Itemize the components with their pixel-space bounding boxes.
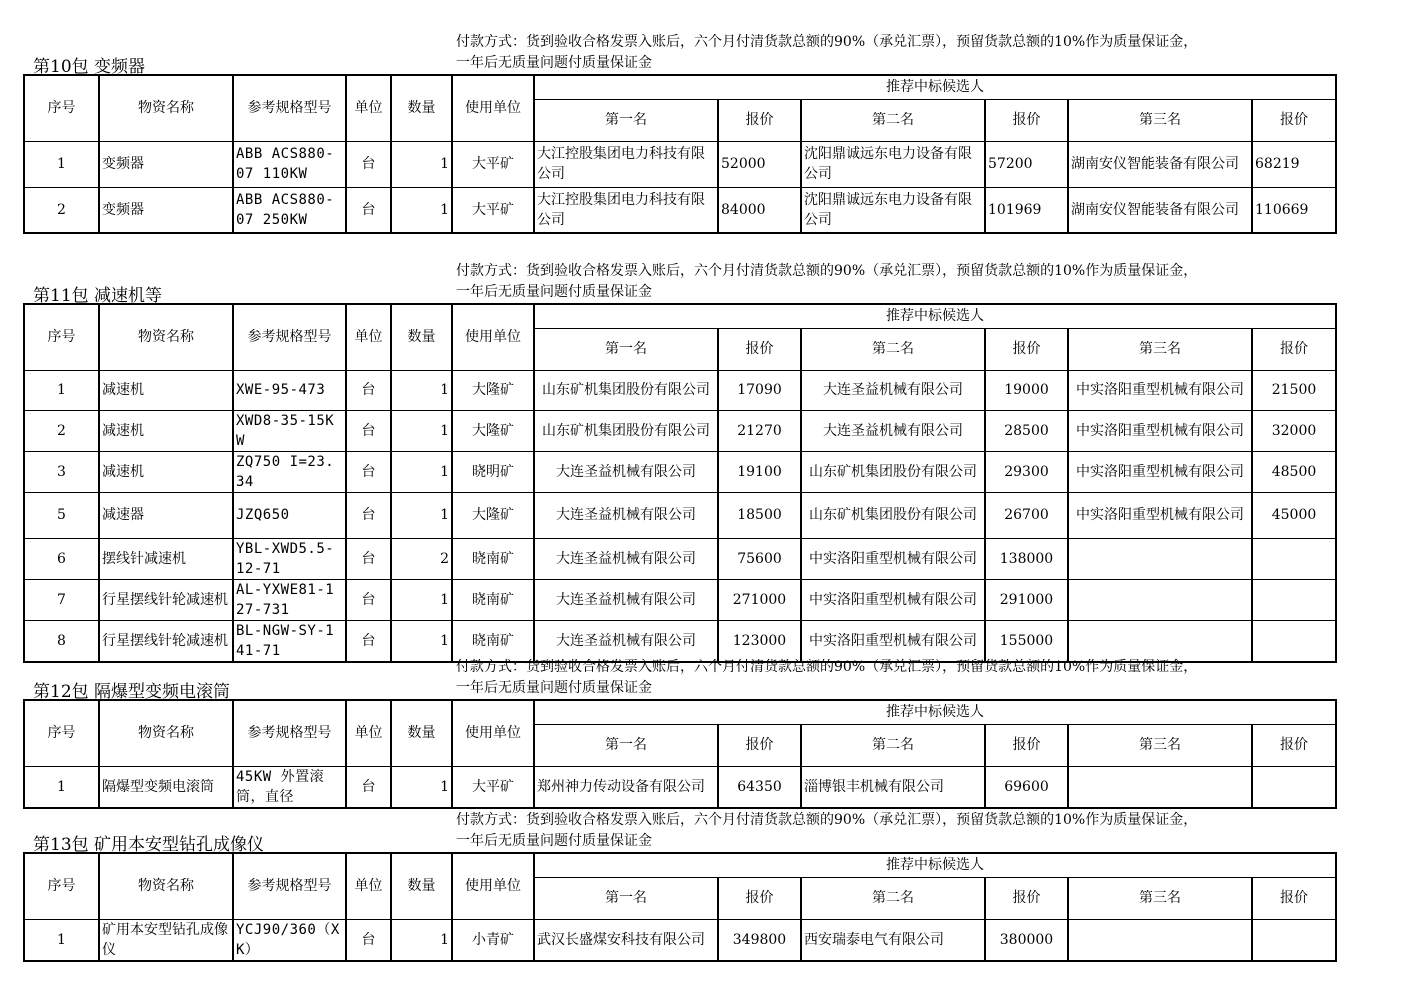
header-price-3: 报价 xyxy=(1252,99,1336,141)
cell-qty: 1 xyxy=(391,187,452,233)
cell-third: 中实洛阳重型机械有限公司 xyxy=(1068,492,1252,538)
header-spec: 参考规格型号 xyxy=(233,75,346,141)
header-third: 第三名 xyxy=(1068,724,1252,766)
cell-spec: YBL-XWD5.5-12-71 xyxy=(233,538,346,579)
cell-seq: 3 xyxy=(24,451,99,492)
cell-first: 大江控股集团电力科技有限公司 xyxy=(534,141,718,187)
cell-price-3 xyxy=(1252,579,1336,620)
cell-seq: 8 xyxy=(24,620,99,662)
cell-price-3 xyxy=(1252,620,1336,662)
cell-price-2: 138000 xyxy=(985,538,1068,579)
header-name: 物资名称 xyxy=(99,700,233,766)
cell-name: 减速机 xyxy=(99,410,233,451)
cell-second: 大连圣益机械有限公司 xyxy=(801,410,985,451)
header-user: 使用单位 xyxy=(452,853,534,919)
table-row xyxy=(24,410,1336,451)
cell-first: 大连圣益机械有限公司 xyxy=(534,492,718,538)
cell-third xyxy=(1068,579,1252,620)
cell-first: 大连圣益机械有限公司 xyxy=(534,620,718,662)
bid-table xyxy=(23,74,1337,234)
cell-second: 大连圣益机械有限公司 xyxy=(801,370,985,410)
cell-qty: 1 xyxy=(391,766,452,808)
table-row xyxy=(24,538,1336,579)
header-name: 物资名称 xyxy=(99,853,233,919)
cell-second: 山东矿机集团股份有限公司 xyxy=(801,451,985,492)
cell-second: 淄博银丰机械有限公司 xyxy=(801,766,985,808)
cell-seq: 2 xyxy=(24,187,99,233)
cell-price-1: 17090 xyxy=(718,370,801,410)
header-spec: 参考规格型号 xyxy=(233,304,346,370)
header-recommend: 推荐中标候选人 xyxy=(534,700,1336,724)
cell-spec: XWD8-35-15KW xyxy=(233,410,346,451)
payment-terms xyxy=(456,261,1197,303)
header-user: 使用单位 xyxy=(452,75,534,141)
header-unit: 单位 xyxy=(346,304,391,370)
cell-first: 大江控股集团电力科技有限公司 xyxy=(534,187,718,233)
cell-name: 行星摆线针轮减速机 xyxy=(99,620,233,662)
payment-terms-line2: 一年后无质量问题付质量保证金 xyxy=(456,833,652,849)
cell-unit: 台 xyxy=(346,141,391,187)
payment-terms-line2: 一年后无质量问题付质量保证金 xyxy=(456,284,652,300)
cell-price-2: 28500 xyxy=(985,410,1068,451)
cell-unit: 台 xyxy=(346,620,391,662)
cell-price-2: 19000 xyxy=(985,370,1068,410)
header-qty: 数量 xyxy=(391,304,452,370)
cell-spec: 45KW 外置滚筒，直径 xyxy=(233,766,346,808)
cell-price-3: 32000 xyxy=(1252,410,1336,451)
cell-price-1: 123000 xyxy=(718,620,801,662)
cell-third xyxy=(1068,919,1252,961)
header-price-1: 报价 xyxy=(718,724,801,766)
cell-second: 沈阳鼎诚远东电力设备有限公司 xyxy=(801,187,985,233)
header-price-2: 报价 xyxy=(985,328,1068,370)
cell-spec: ZQ750 I=23.34 xyxy=(233,451,346,492)
header-qty: 数量 xyxy=(391,700,452,766)
cell-first: 山东矿机集团股份有限公司 xyxy=(534,370,718,410)
header-seq: 序号 xyxy=(24,304,99,370)
cell-unit: 台 xyxy=(346,492,391,538)
header-name: 物资名称 xyxy=(99,75,233,141)
header-spec: 参考规格型号 xyxy=(233,853,346,919)
header-second: 第二名 xyxy=(801,877,985,919)
cell-spec: XWE-95-473 xyxy=(233,370,346,410)
header-seq: 序号 xyxy=(24,75,99,141)
cell-unit: 台 xyxy=(346,766,391,808)
cell-price-3: 21500 xyxy=(1252,370,1336,410)
cell-price-2: 57200 xyxy=(985,141,1068,187)
cell-seq: 2 xyxy=(24,410,99,451)
cell-seq: 5 xyxy=(24,492,99,538)
cell-third: 湖南安仪智能装备有限公司 xyxy=(1068,187,1252,233)
cell-first: 大连圣益机械有限公司 xyxy=(534,451,718,492)
header-price-2: 报价 xyxy=(985,877,1068,919)
cell-price-3: 68219 xyxy=(1252,141,1336,187)
table-row xyxy=(24,492,1336,538)
cell-price-1: 52000 xyxy=(718,141,801,187)
cell-price-1: 21270 xyxy=(718,410,801,451)
cell-spec: JZQ650 xyxy=(233,492,346,538)
cell-spec: AL-YXWE81-127-731 xyxy=(233,579,346,620)
payment-terms xyxy=(456,810,1197,852)
table-row xyxy=(24,187,1336,233)
header-row xyxy=(24,75,1336,99)
cell-qty: 1 xyxy=(391,370,452,410)
header-unit: 单位 xyxy=(346,75,391,141)
cell-seq: 6 xyxy=(24,538,99,579)
cell-user: 大平矿 xyxy=(452,766,534,808)
cell-third xyxy=(1068,620,1252,662)
header-unit: 单位 xyxy=(346,700,391,766)
cell-first: 大连圣益机械有限公司 xyxy=(534,579,718,620)
cell-price-3 xyxy=(1252,766,1336,808)
cell-price-3 xyxy=(1252,538,1336,579)
header-row xyxy=(24,853,1336,877)
cell-qty: 1 xyxy=(391,451,452,492)
cell-first: 武汉长盛煤安科技有限公司 xyxy=(534,919,718,961)
header-spec: 参考规格型号 xyxy=(233,700,346,766)
cell-seq: 1 xyxy=(24,141,99,187)
cell-third: 湖南安仪智能装备有限公司 xyxy=(1068,141,1252,187)
cell-spec: BL-NGW-SY-141-71 xyxy=(233,620,346,662)
header-price-2: 报价 xyxy=(985,99,1068,141)
cell-user: 大隆矿 xyxy=(452,370,534,410)
table-row xyxy=(24,620,1336,662)
package-title: 第11包 减速机等 xyxy=(33,286,163,306)
cell-seq: 1 xyxy=(24,919,99,961)
header-first: 第一名 xyxy=(534,99,718,141)
header-price-1: 报价 xyxy=(718,99,801,141)
cell-qty: 2 xyxy=(391,538,452,579)
header-qty: 数量 xyxy=(391,853,452,919)
header-first: 第一名 xyxy=(534,328,718,370)
header-recommend: 推荐中标候选人 xyxy=(534,304,1336,328)
table-row xyxy=(24,451,1336,492)
cell-price-2: 101969 xyxy=(985,187,1068,233)
cell-user: 大平矿 xyxy=(452,141,534,187)
cell-second: 山东矿机集团股份有限公司 xyxy=(801,492,985,538)
cell-price-3: 45000 xyxy=(1252,492,1336,538)
cell-user: 晓南矿 xyxy=(452,579,534,620)
header-first: 第一名 xyxy=(534,724,718,766)
header-price-3: 报价 xyxy=(1252,724,1336,766)
cell-name: 变频器 xyxy=(99,187,233,233)
cell-third: 中实洛阳重型机械有限公司 xyxy=(1068,370,1252,410)
cell-qty: 1 xyxy=(391,141,452,187)
header-price-3: 报价 xyxy=(1252,877,1336,919)
cell-name: 矿用本安型钻孔成像仪 xyxy=(99,919,233,961)
header-price-2: 报价 xyxy=(985,724,1068,766)
cell-third xyxy=(1068,538,1252,579)
cell-second: 沈阳鼎诚远东电力设备有限公司 xyxy=(801,141,985,187)
header-name: 物资名称 xyxy=(99,304,233,370)
payment-terms-line1: 付款方式：货到验收合格发票入账后，六个月付清货款总额的90%（承兑汇票），预留货款总额的10%作为质量保证金， xyxy=(456,812,1198,828)
package-title: 第12包 隔爆型变频电滚筒 xyxy=(33,682,231,702)
table-row xyxy=(24,766,1336,808)
table-row xyxy=(24,579,1336,620)
package-title: 第10包 变频器 xyxy=(33,57,146,77)
cell-seq: 1 xyxy=(24,766,99,808)
cell-qty: 1 xyxy=(391,620,452,662)
cell-name: 减速机 xyxy=(99,451,233,492)
cell-name: 隔爆型变频电滚筒 xyxy=(99,766,233,808)
cell-name: 行星摆线针轮减速机 xyxy=(99,579,233,620)
payment-terms-line1: 付款方式：货到验收合格发票入账后，六个月付清货款总额的90%（承兑汇票），预留货款总额的10%作为质量保证金， xyxy=(456,34,1198,50)
cell-second: 中实洛阳重型机械有限公司 xyxy=(801,538,985,579)
cell-qty: 1 xyxy=(391,410,452,451)
cell-price-1: 19100 xyxy=(718,451,801,492)
cell-price-2: 380000 xyxy=(985,919,1068,961)
header-second: 第二名 xyxy=(801,99,985,141)
payment-terms xyxy=(456,32,1197,74)
cell-price-2: 69600 xyxy=(985,766,1068,808)
payment-terms-line1: 付款方式：货到验收合格发票入账后，六个月付清货款总额的90%（承兑汇票），预留货款总额的10%作为质量保证金， xyxy=(456,659,1198,675)
header-recommend: 推荐中标候选人 xyxy=(534,853,1336,877)
cell-seq: 7 xyxy=(24,579,99,620)
cell-user: 大平矿 xyxy=(452,187,534,233)
cell-first: 大连圣益机械有限公司 xyxy=(534,538,718,579)
cell-unit: 台 xyxy=(346,410,391,451)
cell-price-1: 18500 xyxy=(718,492,801,538)
payment-terms-line2: 一年后无质量问题付质量保证金 xyxy=(456,680,652,696)
header-recommend: 推荐中标候选人 xyxy=(534,75,1336,99)
header-unit: 单位 xyxy=(346,853,391,919)
cell-price-3: 48500 xyxy=(1252,451,1336,492)
cell-user: 大隆矿 xyxy=(452,492,534,538)
cell-unit: 台 xyxy=(346,538,391,579)
header-seq: 序号 xyxy=(24,700,99,766)
header-user: 使用单位 xyxy=(452,700,534,766)
bid-table xyxy=(23,852,1337,962)
cell-third: 中实洛阳重型机械有限公司 xyxy=(1068,410,1252,451)
bid-table xyxy=(23,699,1337,809)
cell-price-3 xyxy=(1252,919,1336,961)
table-row xyxy=(24,141,1336,187)
header-first: 第一名 xyxy=(534,877,718,919)
table-row xyxy=(24,370,1336,410)
cell-name: 变频器 xyxy=(99,141,233,187)
cell-name: 摆线针减速机 xyxy=(99,538,233,579)
cell-price-2: 155000 xyxy=(985,620,1068,662)
header-price-3: 报价 xyxy=(1252,328,1336,370)
header-user: 使用单位 xyxy=(452,304,534,370)
cell-seq: 1 xyxy=(24,370,99,410)
cell-price-3: 110669 xyxy=(1252,187,1336,233)
header-price-1: 报价 xyxy=(718,877,801,919)
cell-spec: ABB ACS880-07 250KW xyxy=(233,187,346,233)
cell-spec: YCJ90/360（XK） xyxy=(233,919,346,961)
header-second: 第二名 xyxy=(801,328,985,370)
header-second: 第二名 xyxy=(801,724,985,766)
cell-price-1: 349800 xyxy=(718,919,801,961)
header-third: 第三名 xyxy=(1068,99,1252,141)
cell-price-2: 291000 xyxy=(985,579,1068,620)
header-qty: 数量 xyxy=(391,75,452,141)
header-row xyxy=(24,700,1336,724)
cell-third xyxy=(1068,766,1252,808)
cell-unit: 台 xyxy=(346,370,391,410)
cell-second: 中实洛阳重型机械有限公司 xyxy=(801,579,985,620)
cell-name: 减速器 xyxy=(99,492,233,538)
header-row xyxy=(24,304,1336,328)
cell-name: 减速机 xyxy=(99,370,233,410)
cell-first: 山东矿机集团股份有限公司 xyxy=(534,410,718,451)
cell-qty: 1 xyxy=(391,579,452,620)
header-third: 第三名 xyxy=(1068,328,1252,370)
payment-terms xyxy=(456,657,1197,699)
cell-third: 中实洛阳重型机械有限公司 xyxy=(1068,451,1252,492)
cell-first: 郑州神力传动设备有限公司 xyxy=(534,766,718,808)
cell-price-1: 75600 xyxy=(718,538,801,579)
bid-table xyxy=(23,303,1337,663)
cell-second: 西安瑞泰电气有限公司 xyxy=(801,919,985,961)
header-seq: 序号 xyxy=(24,853,99,919)
cell-qty: 1 xyxy=(391,919,452,961)
payment-terms-line2: 一年后无质量问题付质量保证金 xyxy=(456,55,652,71)
cell-price-1: 64350 xyxy=(718,766,801,808)
cell-unit: 台 xyxy=(346,187,391,233)
cell-spec: ABB ACS880-07 110KW xyxy=(233,141,346,187)
table-row xyxy=(24,919,1336,961)
header-third: 第三名 xyxy=(1068,877,1252,919)
cell-price-1: 271000 xyxy=(718,579,801,620)
cell-user: 晓南矿 xyxy=(452,538,534,579)
cell-user: 小青矿 xyxy=(452,919,534,961)
payment-terms-line1: 付款方式：货到验收合格发票入账后，六个月付清货款总额的90%（承兑汇票），预留货款总额的10%作为质量保证金， xyxy=(456,263,1198,279)
cell-unit: 台 xyxy=(346,451,391,492)
cell-qty: 1 xyxy=(391,492,452,538)
cell-price-2: 26700 xyxy=(985,492,1068,538)
header-price-1: 报价 xyxy=(718,328,801,370)
package-title: 第13包 矿用本安型钻孔成像仪 xyxy=(33,835,265,855)
cell-user: 大隆矿 xyxy=(452,410,534,451)
cell-second: 中实洛阳重型机械有限公司 xyxy=(801,620,985,662)
cell-unit: 台 xyxy=(346,579,391,620)
cell-price-1: 84000 xyxy=(718,187,801,233)
cell-unit: 台 xyxy=(346,919,391,961)
cell-user: 晓明矿 xyxy=(452,451,534,492)
cell-user: 晓南矿 xyxy=(452,620,534,662)
cell-price-2: 29300 xyxy=(985,451,1068,492)
